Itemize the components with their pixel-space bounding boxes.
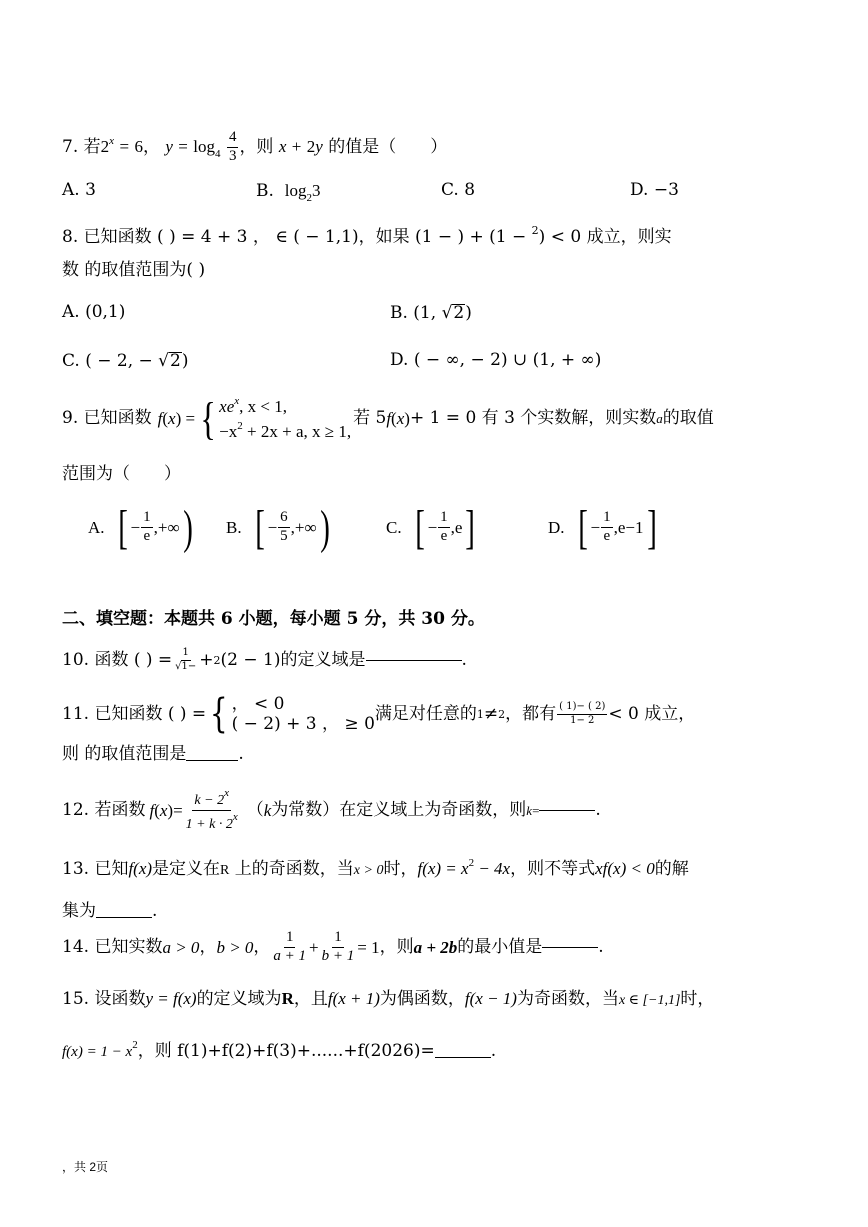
q8-line1: 8. 已知函数 ( ) = 4 + 3 ， ∈ ( − 1,1)，如果 (1 − ) + (1 − $^2$) < 0 成立，则实 xyxy=(62,224,672,247)
q13-line2: 集为 . xyxy=(62,901,158,921)
q12-answer-blank[interactable] xyxy=(539,810,595,811)
page-footer: ，共 2页 xyxy=(62,1160,109,1174)
q14-answer-blank[interactable] xyxy=(542,947,598,948)
q11-line1: 11. 已知函数 ( ) = { ， < 0 ( − 2) + 3 ， ≥ 0 满足对任意的 1 ≠ 2 ，都有 $\frac{( 1)- ( 2)}{1- 2}$ < 0 成立， xyxy=(62,691,696,738)
q9-option-a: A. [ − $\frac{1}{e}$ ,+∞ ) xyxy=(88,501,193,554)
q8-option-d: D. ( − ∞, − 2) ∪ (1, + ∞) xyxy=(390,350,602,370)
q8-option-a: A. (0,1) xyxy=(62,302,126,322)
q9-line2: 范围为（ ） xyxy=(62,464,181,484)
q11-piecewise: { ， < 0 ( − 2) + 3 ， ≥ 0 xyxy=(209,691,375,738)
q9-option-c: C. [ − $\frac{1}{e}$ ,e ] xyxy=(386,501,476,554)
q15-answer-blank[interactable] xyxy=(435,1057,491,1058)
q14-fraction-1: $\frac{1}{a + 1}$ xyxy=(273,929,307,964)
q10-line: 10. 函数 ( ) = $\frac{1}{√1-}$ + 2 (2 − 1)的定义域是 . xyxy=(62,647,467,672)
q11-answer-blank[interactable] xyxy=(186,760,238,761)
q7-option-c: C. 8 xyxy=(441,180,476,200)
q14-fraction-2: $\frac{1}{b + 1}$ xyxy=(321,929,355,964)
q15-line1: 15. 设函数y = f(x)的定义域为R，且f(x + 1)为偶函数，f(x − 1)为奇函数，当x ∈ [−1,1]时， xyxy=(62,989,715,1009)
q9-option-d: D. [ − $\frac{1}{e}$ ,e−1 ] xyxy=(548,501,657,554)
q7-option-a: A. 3 xyxy=(62,180,96,200)
q9-line1: 9. 已知函数 f(x) = { $xe^x$, x < 1, $-x^2 + 2x + a$, x ≥ 1, 若 5 f(x) + 1 = 0 有 3 个实数解，则实数 a 的取值 xyxy=(62,392,714,444)
q7-fraction: $\frac{4}{3}$ xyxy=(228,129,237,164)
q7-option-d: D. −3 xyxy=(630,180,679,200)
section-heading: 二、填空题：本题共 6 小题，每小题 5 分，共 30 分。 xyxy=(62,609,485,629)
q12-line: 12. 若函数 f(x)= $\frac{k - 2^x}{1 + k \cdot 2^x}$ （ k 为常数）在定义域上为奇函数，则 k = . xyxy=(62,787,601,832)
q9-option-b: B. [ − $\frac{6}{5}$ ,+∞ ) xyxy=(226,501,330,554)
q8-option-c: C. ( − 2, − √2) xyxy=(62,351,189,371)
q8-option-b: B. (1, √2) xyxy=(390,303,472,323)
q11-line2: 则 的取值范围是 . xyxy=(62,744,244,764)
q10-answer-blank[interactable] xyxy=(366,660,462,661)
q13-line1: 13. 已知f(x)是定义在R 上的奇函数，当x > 0时，$f(x) = x^2 - 4x$，则不等式xf(x) < 0的解 xyxy=(62,857,689,879)
q12-fraction: $\frac{k - 2^x}{1 + k \cdot 2^x}$ xyxy=(185,787,238,832)
q7-line: 7. 若2$^x$ = 6， $y = \log_4$ $\frac{4}{3}$ ，则 x + 2y 的值是（ ） xyxy=(62,129,448,164)
q13-answer-blank[interactable] xyxy=(96,917,152,918)
q14-line: 14. 已知实数 a > 0 ， b > 0 ， $\frac{1}{a + 1}$ + $\frac{1}{b + 1}$ = 1 ，则 a + 2b 的最小值是 . xyxy=(62,929,604,964)
q15-line2: $f(x) = 1 - x^2$，则 f(1)+f(2)+f(3)+......+f(2026)= . xyxy=(62,1039,497,1061)
q9-piecewise: { $xe^x$, x < 1, $-x^2 + 2x + a$, x ≥ 1, xyxy=(200,392,352,444)
q8-line2: 数 的取值范围为( ) xyxy=(62,260,206,280)
q7-option-b: B. $\log_23$ xyxy=(256,181,321,204)
